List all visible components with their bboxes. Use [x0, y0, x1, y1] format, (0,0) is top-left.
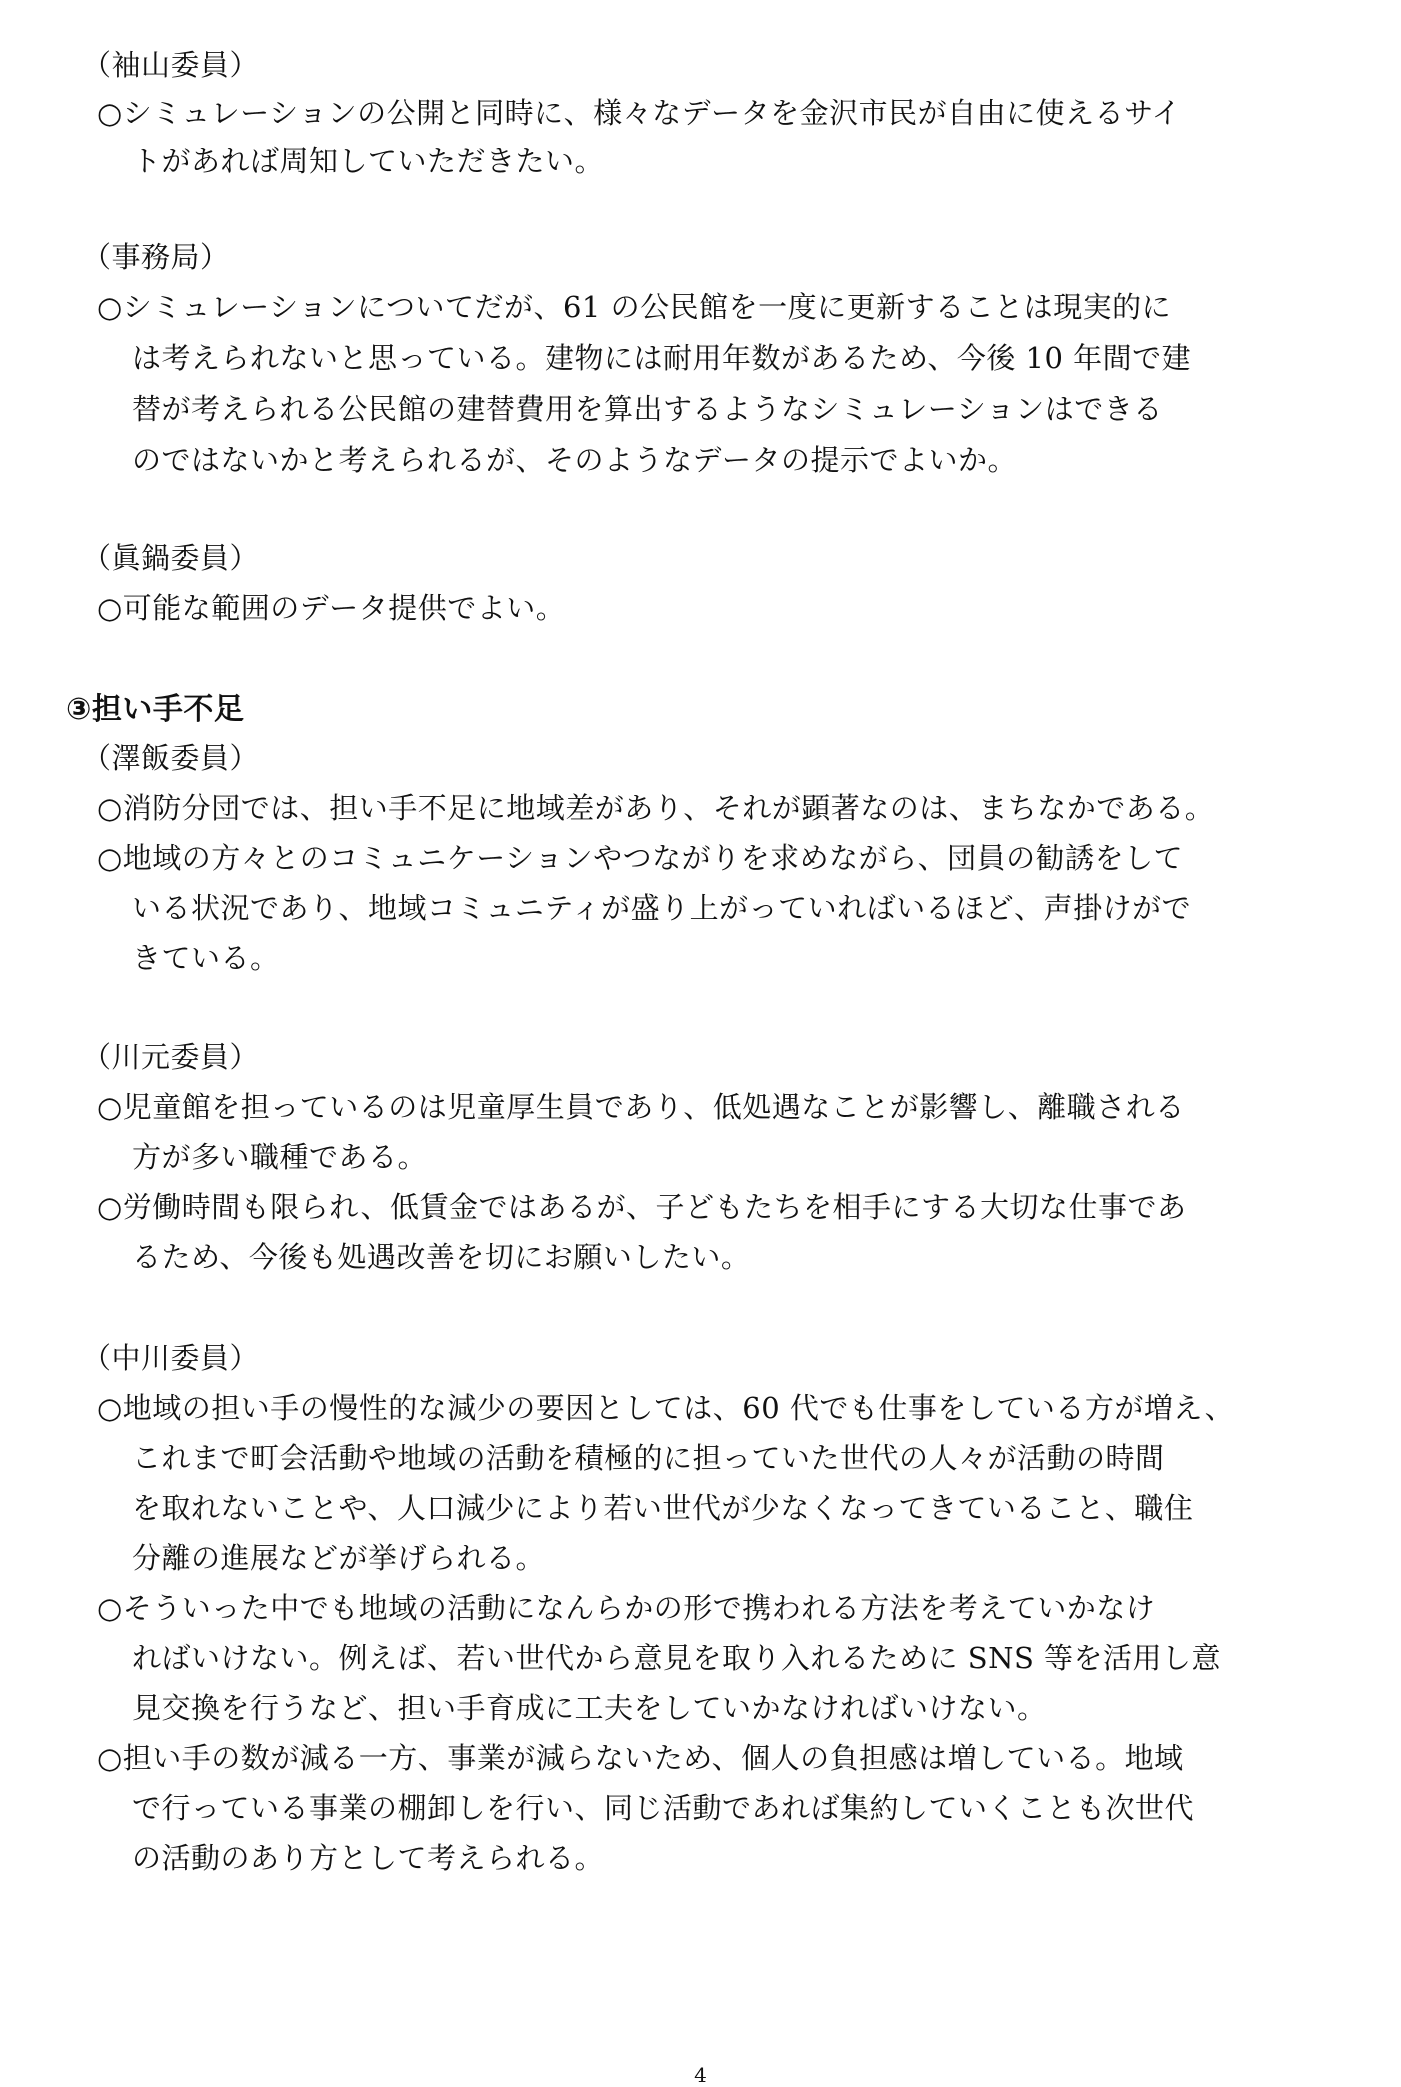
speaker-label: （川元委員） [82, 1040, 260, 1074]
paragraph-line: 分離の進展などが挙げられる。 [132, 1541, 546, 1575]
paragraph-line: 見交換を行うなど、担い手育成に工夫をしていかなければいけない。 [132, 1691, 1047, 1725]
speaker-label: （澤飯委員） [82, 741, 260, 775]
paragraph-line: ○地域の方々とのコミュニケーションやつながりを求めながら、団員の勧誘をして [97, 841, 1184, 875]
section-heading: ③担い手不足 [66, 692, 245, 727]
paragraph-line: これまで町会活動や地域の活動を積極的に担っていた世代の人々が活動の時間 [132, 1441, 1165, 1475]
paragraph-line: ○地域の担い手の慢性的な減少の要因としては、60 代でも仕事をしている方が増え、 [97, 1391, 1235, 1425]
paragraph-line: で行っている事業の棚卸しを行い、同じ活動であれば集約していくことも次世代 [132, 1791, 1195, 1825]
speaker-label: （眞鍋委員） [82, 541, 260, 575]
paragraph-line: は考えられないと思っている。建物には耐用年数があるため、今後 10 年間で建 [132, 341, 1192, 375]
paragraph-line: の活動のあり方として考えられる。 [132, 1841, 605, 1875]
paragraph-line: 替が考えられる公民館の建替費用を算出するようなシミュレーションはできる [132, 392, 1163, 426]
speaker-label: （袖山委員） [82, 48, 260, 82]
paragraph-line: ればいけない。例えば、若い世代から意見を取り入れるために SNS 等を活用し意 [132, 1641, 1222, 1675]
paragraph-line: きている。 [132, 941, 280, 975]
paragraph-line: ○消防分団では、担い手不足に地域差があり、それが顕著なのは、まちなかである。 [97, 791, 1215, 825]
paragraph-line: るため、今後も処遇改善を切にお願いしたい。 [132, 1240, 751, 1274]
paragraph-line: ○シミュレーションについてだが、61 の公民館を一度に更新することは現実的に [97, 290, 1172, 324]
paragraph-line: ○可能な範囲のデータ提供でよい。 [97, 591, 566, 625]
page-number: 4 [694, 2063, 707, 2087]
paragraph-line: ○そういった中でも地域の活動になんらかの形で携われる方法を考えていかなけ [97, 1591, 1156, 1625]
paragraph-line: ○児童館を担っているのは児童厚生員であり、低処遇なことが影響し、離職される [97, 1090, 1185, 1124]
speaker-label: （事務局） [82, 240, 230, 274]
speaker-label: （中川委員） [82, 1341, 260, 1375]
paragraph-line: ○シミュレーションの公開と同時に、様々なデータを金沢市民が自由に使えるサイ [97, 96, 1182, 130]
paragraph-line: のではないかと考えられるが、そのようなデータの提示でよいか。 [132, 443, 1018, 477]
paragraph-line: 方が多い職種である。 [132, 1140, 428, 1174]
paragraph-line: いる状況であり、地域コミュニティが盛り上がっていればいるほど、声掛けがで [132, 891, 1192, 925]
paragraph-line: を取れないことや、人口減少により若い世代が少なくなってきていること、職住 [132, 1491, 1194, 1525]
paragraph-line: トがあれば周知していただきたい。 [132, 144, 605, 178]
paragraph-line: ○担い手の数が減る一方、事業が減らないため、個人の負担感は増している。地域 [97, 1741, 1184, 1775]
paragraph-line: ○労働時間も限られ、低賃金ではあるが、子どもたちを相手にする大切な仕事であ [97, 1190, 1187, 1224]
